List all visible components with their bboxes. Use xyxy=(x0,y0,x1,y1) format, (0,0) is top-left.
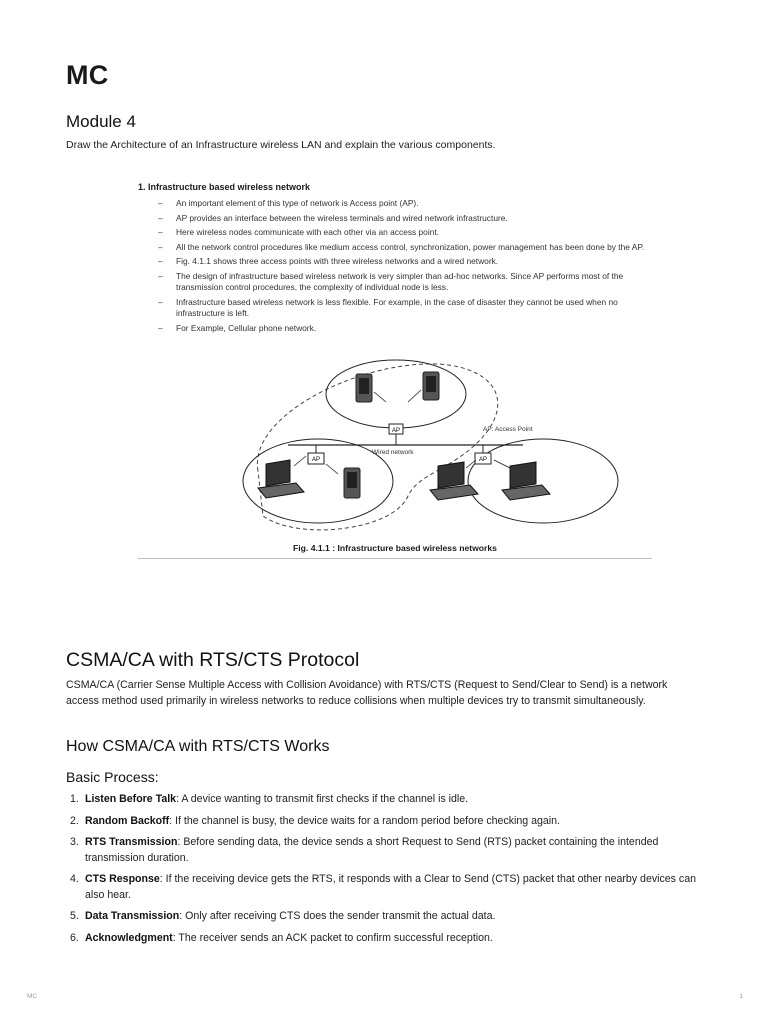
coverage-outline xyxy=(257,364,497,530)
step-number: 3. xyxy=(70,836,79,848)
network-diagram xyxy=(138,356,652,541)
list-item xyxy=(66,835,706,866)
document-title: MC xyxy=(66,60,109,90)
ap-label-left: AP xyxy=(311,457,321,463)
csma-heading: CSMA/CA with RTS/CTS Protocol xyxy=(66,649,360,671)
cell-right xyxy=(468,439,618,523)
cell-top xyxy=(326,360,466,428)
wired-network-label: Wired network xyxy=(372,449,414,456)
ap-label-right: AP xyxy=(478,457,488,463)
figure-bullet-list xyxy=(158,198,650,338)
figure-bullet: – For Example, Cellular phone network. xyxy=(158,323,650,334)
laptop-icon xyxy=(258,460,304,498)
figure-bullet: – Fig. 4.1.1 shows three access points with three wireless networks and a wired network. xyxy=(158,256,650,267)
step-term: Random Backoff xyxy=(85,814,170,827)
list-item xyxy=(66,931,706,947)
list-item xyxy=(66,792,706,808)
step-text: : If the channel is busy, the device waits for a random period before checking again. xyxy=(169,814,560,827)
figure-bullet: – Infrastructure based wireless network is less flexible. For example, in the case of disaster they cannot be used when no infrastructure is left. xyxy=(158,297,650,320)
laptop-icon xyxy=(430,462,478,500)
ap-box-left xyxy=(308,453,324,464)
figure-bullet: – The design of infrastructure based wireless network is very simpler than ad-hoc networks. Since AP performs most of the transmission control procedures, the complexity of individual node is less. xyxy=(158,271,650,294)
step-text: : Only after receiving CTS does the sender transmit the actual data. xyxy=(179,910,496,922)
step-number: 4. xyxy=(70,873,79,885)
module-heading: Module 4 xyxy=(66,112,136,131)
question-text: Draw the Architecture of an Infrastructure wireless LAN and explain the various components. xyxy=(66,139,496,151)
process-steps-list xyxy=(66,792,706,952)
step-text: : If the receiving device gets the RTS, it responds with a Clear to Send (CTS) packet that other nearby devices can also hear. xyxy=(85,873,697,901)
page-number: 1 xyxy=(739,993,743,1000)
step-number: 5. xyxy=(70,910,79,922)
handheld-device-icon xyxy=(344,468,360,498)
figure-bullet: – An important element of this type of network is Access point (AP). xyxy=(158,198,650,209)
step-term: CTS Response xyxy=(85,873,160,885)
ap-label-top: AP xyxy=(391,428,401,434)
step-term: Listen Before Talk xyxy=(85,793,177,805)
handheld-device-icon xyxy=(356,374,372,402)
step-term: Acknowledgment xyxy=(85,931,173,944)
step-term: RTS Transmission xyxy=(85,836,178,848)
list-item xyxy=(66,872,706,903)
ap-box-top xyxy=(389,424,403,434)
handheld-device-icon xyxy=(423,372,439,400)
figure-bullet: – Here wireless nodes communicate with each other via an access point. xyxy=(158,227,650,238)
step-text: : A device wanting to transmit first checks if the channel is idle. xyxy=(176,793,469,805)
how-it-works-heading: How CSMA/CA with RTS/CTS Works xyxy=(66,738,330,755)
list-item xyxy=(66,909,706,925)
ap-box-right xyxy=(475,453,491,464)
figure-list-title: 1. Infrastructure based wireless network xyxy=(138,182,311,192)
figure-caption: Fig. 4.1.1 : Infrastructure based wireless networks xyxy=(293,543,497,553)
step-term: Data Transmission xyxy=(85,910,180,922)
ap-legend: AP: Access Point xyxy=(483,426,533,433)
step-number: 1. xyxy=(70,793,79,805)
step-number: 2. xyxy=(70,814,79,827)
infrastructure-figure xyxy=(138,176,652,559)
basic-process-heading: Basic Process: xyxy=(66,769,159,785)
step-text: : Before sending data, the device sends a short Request to Send (RTS) packet containing the intended transmission duration. xyxy=(85,836,659,864)
step-number: 6. xyxy=(70,931,79,944)
figure-bullet: – AP provides an interface between the wireless terminals and wired network infrastructure. xyxy=(158,213,650,224)
figure-bullet: – All the network control procedures like medium access control, synchronization, power management has been done by the AP. xyxy=(158,242,650,253)
csma-intro: CSMA/CA (Carrier Sense Multiple Access with Collision Avoidance) with RTS/CTS (Request to Send/Clear to Send) is a network access method used primarily in wireless networks to reduce collisions when multiple devices try to transmit simultaneously. xyxy=(66,679,668,707)
step-text: : The receiver sends an ACK packet to confirm successful reception. xyxy=(172,931,493,944)
list-item xyxy=(66,814,706,830)
footer-title: MC xyxy=(27,993,38,1000)
